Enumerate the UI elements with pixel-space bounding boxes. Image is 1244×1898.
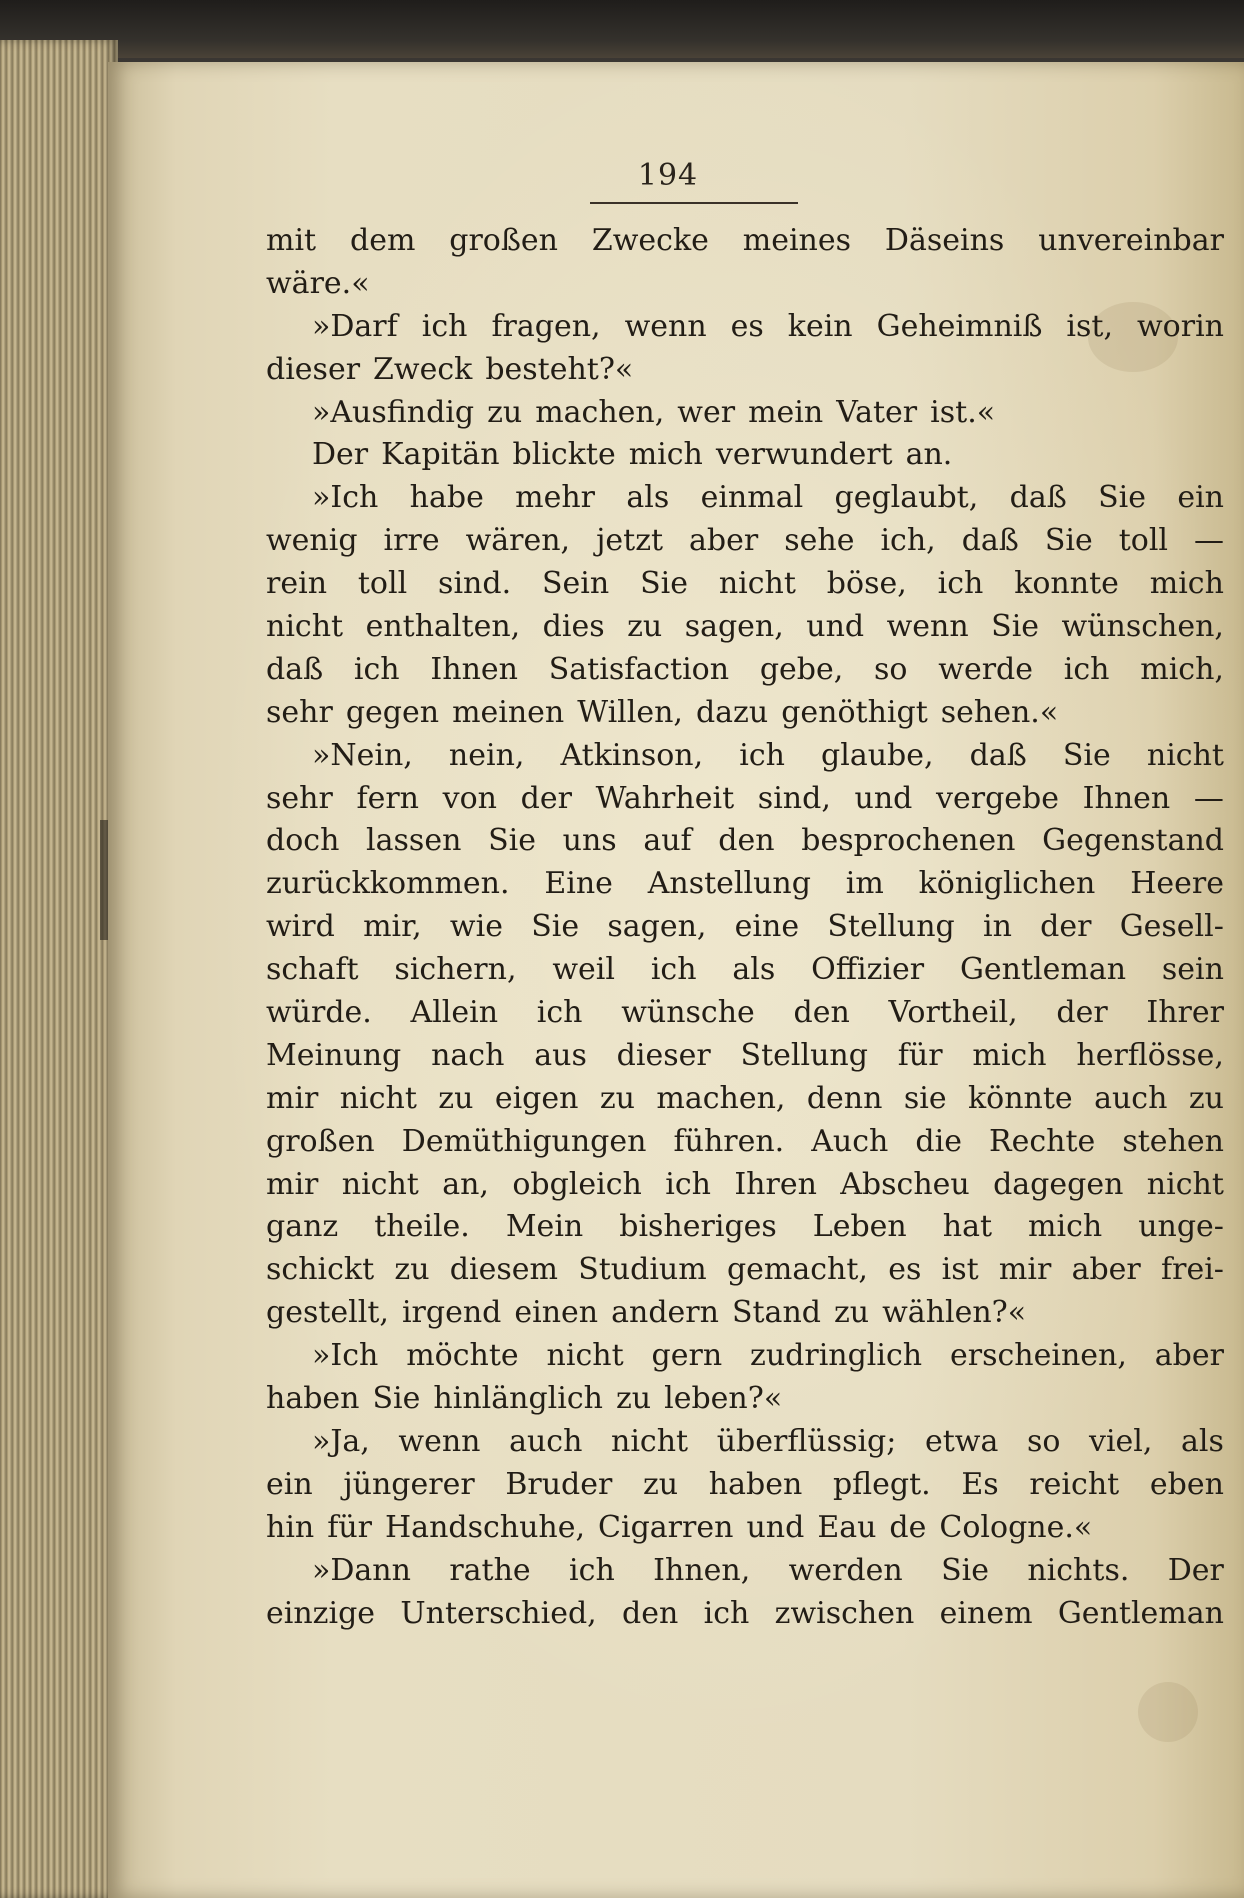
text-line: Meinung nach aus dieser Stellung für mich herflösse, [266, 1037, 1224, 1073]
page-number: 194 [637, 158, 699, 193]
text-line: haben Sie hinlänglich zu leben?« [266, 1381, 783, 1417]
text-line: mit dem großen Zwecke meines Däseins unvereinbar [266, 223, 1224, 258]
text-line: würde. Allein ich wünsche den Vortheil, der Ihrer [266, 995, 1224, 1031]
header-rule [590, 202, 798, 204]
text-line: »Ausfindig zu machen, wer mein Vater ist.« [312, 394, 996, 430]
page-text [266, 220, 1224, 1635]
text-line: hin für Handschuhe, Cigarren und Eau de Cologne.« [266, 1509, 1093, 1545]
text-line: gestellt, irgend einen andern Stand zu wählen?« [266, 1295, 1027, 1331]
text-line: schaft sichern, weil ich als Offizier Gentleman sein [266, 952, 1224, 988]
page-edges [0, 40, 118, 1898]
text-line: »Ich möchte nicht gern zudringlich erscheinen, aber [312, 1338, 1224, 1374]
text-line: wäre.« [266, 265, 370, 301]
text-line: doch lassen Sie uns auf den besprochenen Gegenstand [266, 823, 1224, 859]
text-line: »Dann rathe ich Ihnen, werden Sie nichts. Der [312, 1552, 1224, 1588]
text-line: einzige Unterschied, den ich zwischen einem Gentleman [266, 1595, 1224, 1631]
text-line: »Ich habe mehr als einmal geglaubt, daß Sie ein [312, 480, 1224, 516]
text-line: dieser Zweck besteht?« [266, 351, 634, 387]
book-page [108, 62, 1244, 1898]
text-line: ganz theile. Mein bisheriges Leben hat mich unge- [266, 1209, 1224, 1245]
text-line: schickt zu diesem Studium gemacht, es ist mir aber frei- [266, 1252, 1224, 1288]
text-line: nicht enthalten, dies zu sagen, und wenn Sie wünschen, [266, 609, 1224, 645]
text-line: wenig irre wären, jetzt aber sehe ich, daß Sie toll — [266, 523, 1224, 559]
text-line: zurückkommen. Eine Anstellung im königlichen Heere [266, 866, 1224, 902]
text-line: ein jüngerer Bruder zu haben pflegt. Es reicht eben [266, 1466, 1224, 1502]
page-stain [1138, 1682, 1198, 1742]
text-line: sehr fern von der Wahrheit sind, und vergebe Ihnen — [266, 780, 1224, 816]
book-top-edge [0, 0, 1244, 58]
text-line: mir nicht zu eigen zu machen, denn sie könnte auch zu [266, 1080, 1224, 1116]
text-line: »Ja, wenn auch nicht überflüssig; etwa so viel, als [312, 1423, 1224, 1459]
text-line: rein toll sind. Sein Sie nicht böse, ich konnte mich [266, 566, 1224, 602]
text-line: wird mir, wie Sie sagen, eine Stellung in der Gesell- [266, 909, 1224, 945]
text-line: »Nein, nein, Atkinson, ich glaube, daß Sie nicht [312, 737, 1224, 773]
text-line: sehr gegen meinen Willen, dazu genöthigt sehen.« [266, 694, 1059, 730]
text-line: »Darf ich fragen, wenn es kein Geheimniß ist, worin [312, 308, 1224, 344]
text-line: daß ich Ihnen Satisfaction gebe, so werde ich mich, [266, 651, 1224, 687]
text-line: mir nicht an, obgleich ich Ihren Abscheu dagegen nicht [266, 1166, 1224, 1202]
text-line: großen Demüthigungen führen. Auch die Rechte stehen [266, 1123, 1224, 1159]
text-line: Der Kapitän blickte mich verwundert an. [312, 437, 953, 473]
